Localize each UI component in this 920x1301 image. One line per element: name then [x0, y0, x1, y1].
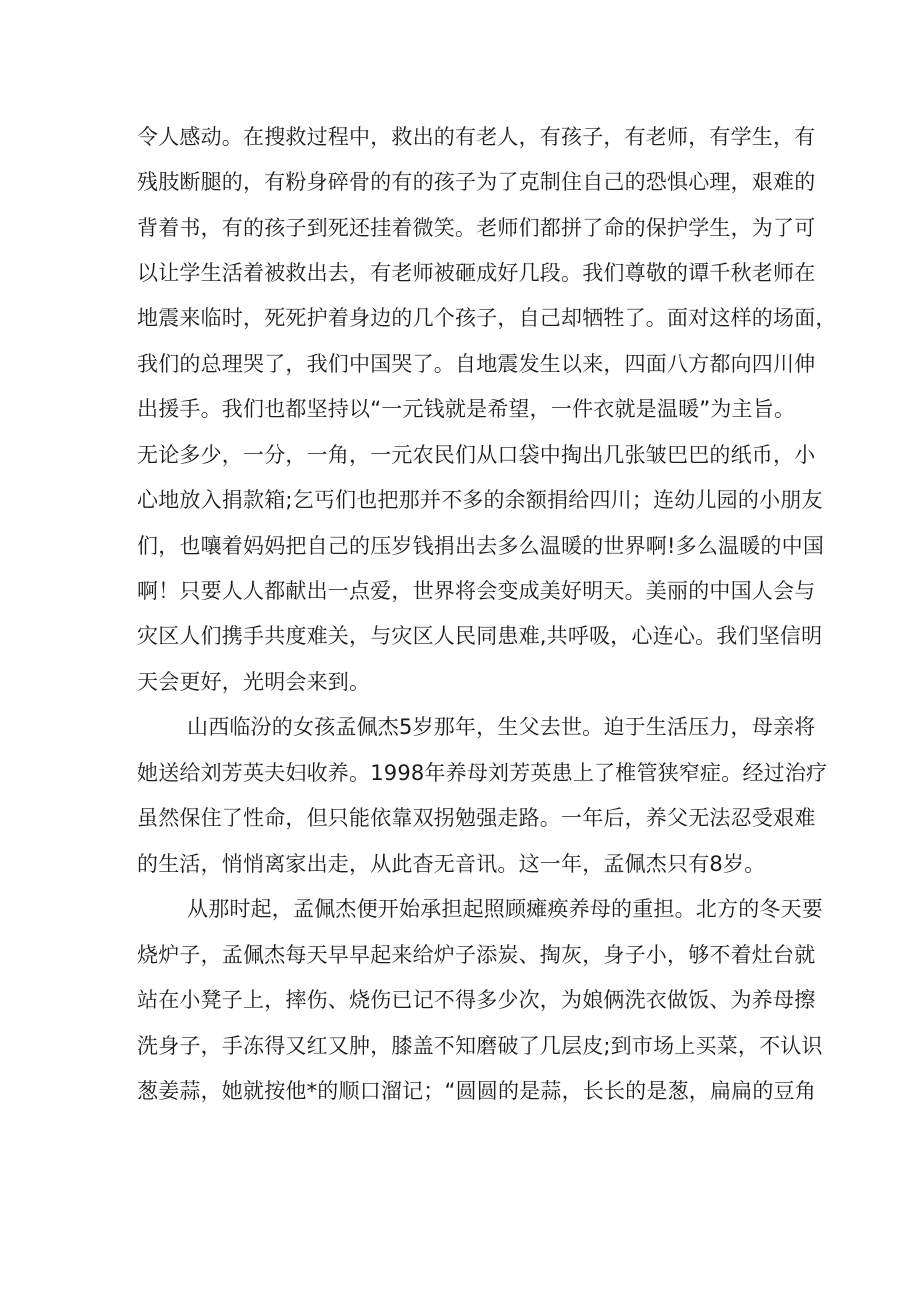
paragraph-1-line-1: 令人感动。在搜救过程中，救出的有老人，有孩子，有老师，有学生，有 — [137, 125, 816, 149]
paragraph-1-line-12: 灾区人们携手共度难关，与灾区人民同患难,共呼吸，心连心。我们坚信明 — [137, 624, 823, 648]
paragraph-1-line-2: 残肢断腿的，有粉身碎骨的有的孩子为了克制住自己的恐惧心理，艰难的 — [137, 170, 816, 194]
paragraph-2-line-1: 山西临汾的女孩孟佩杰5岁那年，生父去世。迫于生活压力，母亲将 — [187, 715, 816, 739]
paragraph-1-line-4: 以让学生活着被救出去，有老师被砸成好几段。我们尊敬的谭千秋老师在 — [137, 261, 816, 285]
paragraph-2-line-3: 虽然保住了性命，但只能依靠双拐勉强走路。一年后，养父无法忍受艰难 — [137, 806, 816, 830]
paragraph-1-line-6: 我们的总理哭了，我们中国哭了。自地震发生以来，四面八方都向四川伸 — [137, 352, 816, 376]
paragraph-1-line-9: 心地放入捐款箱;乞丐们也把那并不多的余额捐给四川；连幼儿园的小朋友 — [137, 488, 823, 512]
paragraph-1-line-7: 出援手。我们也都坚持以“一元钱就是希望，一件衣就是温暖”为主旨。 — [137, 397, 796, 421]
paragraph-1-line-10: 们，也嚷着妈妈把自己的压岁钱捐出去多么温暖的世界啊!多么温暖的中国 — [137, 534, 825, 558]
paragraph-3-line-2: 烧炉子，孟佩杰每天早早起来给炉子添炭、掏灰，身子小，够不着灶台就 — [137, 943, 816, 967]
paragraph-2-line-2: 她送给刘芳英夫妇收养。1998年养母刘芳英患上了椎管狭窄症。经过治疗 — [137, 761, 828, 785]
paragraph-3-line-1: 从那时起，孟佩杰便开始承担起照顾瘫痪养母的重担。北方的冬天要 — [187, 897, 823, 921]
paragraph-1-line-3: 背着书，有的孩子到死还挂着微笑。老师们都拼了命的保护学生，为了可 — [137, 216, 816, 240]
paragraph-1-line-8: 无论多少，一分，一角，一元农民们从口袋中掏出几张皱巴巴的纸币，小 — [137, 443, 816, 467]
paragraph-1-line-13: 天会更好，光明会来到。 — [137, 670, 371, 694]
paragraph-1-line-5: 地震来临时，死死护着身边的几个孩子，自己却牺牲了。面对这样的场面， — [137, 306, 837, 330]
paragraph-3-line-3: 站在小凳子上，摔伤、烧伤已记不得多少次，为娘俩洗衣做饭、为养母擦 — [137, 988, 816, 1012]
paragraph-3-line-5: 葱姜蒜，她就按他*的顺口溜记；“圆圆的是蒜，长长的是葱，扁扁的豆角 — [137, 1079, 816, 1103]
paragraph-1-line-11: 啊！只要人人都献出一点爱，世界将会变成美好明天。美丽的中国人会与 — [137, 579, 816, 603]
paragraph-3-line-4: 洗身子，手冻得又红又肿，膝盖不知磨破了几层皮;到市场上买菜，不认识 — [137, 1034, 823, 1058]
paragraph-2-line-4: 的生活，悄悄离家出走，从此杳无音讯。这一年，孟佩杰只有8岁。 — [137, 852, 766, 876]
